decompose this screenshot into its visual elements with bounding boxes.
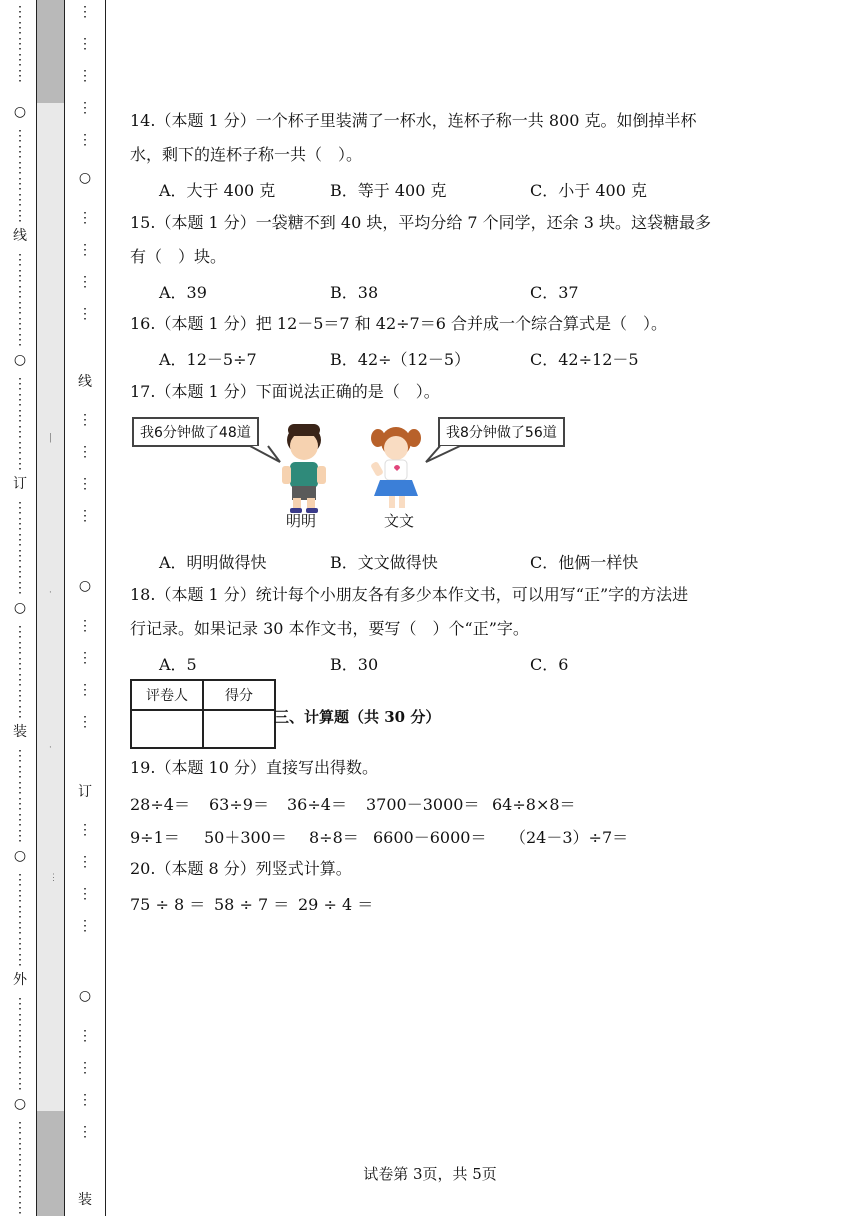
score-table-header-score: 得分 [203, 680, 275, 710]
circle-mark: ○ [13, 352, 27, 368]
bubble-tail-left [250, 446, 280, 462]
q19-r2-item: 50＋300＝ [204, 828, 287, 847]
margin-label-wai: 外 [13, 972, 27, 988]
binding-margin-outer [0, 0, 36, 1216]
dots-group: ⋮ ⋮ ⋮ ⋮ [78, 412, 92, 524]
q18-line-1: 18.（本题 1 分）统计每个小朋友各有多少本作文书，可以用写“正”字的方法进 [130, 585, 689, 604]
q19-r1-item: 28÷4＝ [130, 795, 190, 814]
name-boy: 明明 [286, 512, 317, 530]
circle-mark: ○ [78, 988, 92, 1004]
score-table-header-grader: 评卷人 [131, 680, 203, 710]
score-table-cell-grader [131, 710, 203, 748]
q16-line-1: 16.（本题 1 分）把 12－5＝7 和 42÷7＝6 合并成一个综合算式是（ ）。 [130, 314, 667, 333]
binding-light-bar [37, 103, 64, 1111]
q19-r1-item: 36÷4＝ [287, 795, 347, 814]
q20-item: 75 ÷ 8 ＝ [130, 895, 206, 914]
score-table [130, 679, 276, 749]
q14-line-2: 水，剩下的连杯子称一共（ ）。 [130, 145, 363, 164]
q19-title: 19.（本题 10 分）直接写出得数。 [130, 758, 378, 777]
q18-line-2: 行记录。如果记录 30 本作文书，要写（ ）个“正”字。 [130, 619, 529, 638]
q15-line-2: 有（ ）块。 [130, 247, 227, 266]
q19-r1-item: 3700－3000＝ [366, 795, 480, 814]
section-title: 三、计算题（共 30 分） [274, 708, 441, 726]
dots-group: ⋮ ⋮ ⋮ ⋮ ⋮ ⋮ [13, 128, 27, 224]
q19-r1-item: 64÷8×8＝ [492, 795, 576, 814]
q14-option-b: B．等于 400 克 [330, 181, 447, 200]
q20-title: 20.（本题 8 分）列竖式计算。 [130, 859, 352, 878]
q17-line-1: 17.（本题 1 分）下面说法正确的是（ ）。 [130, 382, 440, 401]
dots-group: ⋮ ⋮ ⋮ ⋮ ⋮ ⋮ [13, 252, 27, 348]
q19-r2-item: （24－3）÷7＝ [510, 828, 629, 847]
dots-group: ⋮ ⋮ ⋮ ⋮ ⋮ ⋮ [13, 500, 27, 596]
inner-label-ding: 订 [78, 784, 92, 800]
q15-line-1: 15.（本题 1 分）一袋糖不到 40 块，平均分给 7 个同学，还余 3 块。这袋糖最多 [130, 213, 712, 232]
dots-group: ⋮ ⋮ ⋮ ⋮ ⋮ ⋮ [13, 996, 27, 1092]
q16-option-b: B．42÷（12－5） [330, 350, 471, 369]
q17-option-c: C．他俩一样快 [530, 553, 639, 572]
q19-r2-item: 6600－6000＝ [373, 828, 487, 847]
binding-gray-bar-top [37, 0, 64, 103]
circle-mark: ○ [78, 578, 92, 594]
circle-mark: ○ [13, 104, 27, 120]
faint-mark: | [49, 433, 53, 443]
dots-group: ⋮ ⋮ ⋮ ⋮ ⋮ ⋮ [13, 872, 27, 968]
circle-mark: ○ [13, 848, 27, 864]
page-footer: 试卷第 3页，共 5页 [363, 1165, 497, 1183]
circle-mark: ○ [13, 600, 27, 616]
q16-option-c: C．42÷12－5 [530, 350, 639, 369]
dots-group: ⋮ ⋮ ⋮ ⋮ ⋮ ⋮ [13, 748, 27, 844]
name-girl: 文文 [384, 512, 415, 530]
q15-option-a: A．39 [159, 283, 207, 302]
faint-mark: · [49, 588, 52, 598]
q17-option-a: A．明明做得快 [159, 553, 267, 572]
dots-group: ⋮ ⋮ ⋮ ⋮ ⋮ ⋮ [13, 376, 27, 472]
q17-figure [130, 410, 590, 520]
dots-group: ⋮ ⋮ ⋮ ⋮ [78, 822, 92, 934]
girl-illustration [370, 427, 421, 508]
margin-label-line: 线 [13, 228, 27, 244]
score-table-cell-score [203, 710, 275, 748]
dots-group: ⋮ ⋮ ⋮ ⋮ [78, 1028, 92, 1140]
q14-option-c: C．小于 400 克 [530, 181, 647, 200]
inner-label-zhuang: 装 [78, 1192, 92, 1208]
q19-r1-item: 63÷9＝ [209, 795, 269, 814]
q18-option-b: B．30 [330, 655, 379, 674]
q20-item: 29 ÷ 4 ＝ [298, 895, 374, 914]
q15-option-c: C．37 [530, 283, 579, 302]
q20-item: 58 ÷ 7 ＝ [214, 895, 290, 914]
q18-option-a: A．5 [159, 655, 197, 674]
dots-group: ⋮ ⋮ ⋮ ⋮ ⋮ [13, 4, 27, 84]
q14-option-a: A．大于 400 克 [159, 181, 276, 200]
speech-bubble-boy: 我6分钟做了48道 [132, 417, 259, 447]
binding-margin-inner [64, 0, 106, 1216]
bubble-tail-right [426, 446, 460, 462]
margin-label-ding: 订 [13, 476, 27, 492]
speech-bubble-girl: 我8分钟做了56道 [438, 417, 565, 447]
circle-mark: ○ [13, 1096, 27, 1112]
circle-mark: ○ [78, 170, 92, 186]
q17-option-b: B．文文做得快 [330, 553, 438, 572]
faint-mark: · [49, 743, 52, 753]
margin-label-zhuang: 装 [13, 724, 27, 740]
faint-mark: ⋮ [49, 873, 58, 883]
q19-r2-item: 8÷8＝ [309, 828, 359, 847]
inner-label-line: 线 [78, 374, 92, 390]
q18-option-c: C．6 [530, 655, 569, 674]
boy-illustration [282, 424, 326, 513]
dots-group: ⋮ ⋮ ⋮ ⋮ ⋮ ⋮ [13, 1120, 27, 1216]
dots-group: ⋮ ⋮ ⋮ ⋮ ⋮ ⋮ [13, 624, 27, 720]
q15-option-b: B．38 [330, 283, 379, 302]
q14-line-1: 14.（本题 1 分）一个杯子里装满了一杯水，连杯子称一共 800 克。如倒掉半杯 [130, 111, 697, 130]
q16-option-a: A．12－5÷7 [159, 350, 257, 369]
dots-group: ⋮ ⋮ ⋮ ⋮ [78, 210, 92, 322]
dots-group: ⋮ ⋮ ⋮ ⋮ ⋮ [78, 4, 92, 148]
q19-r2-item: 9÷1＝ [130, 828, 180, 847]
dots-group: ⋮ ⋮ ⋮ ⋮ [78, 618, 92, 730]
